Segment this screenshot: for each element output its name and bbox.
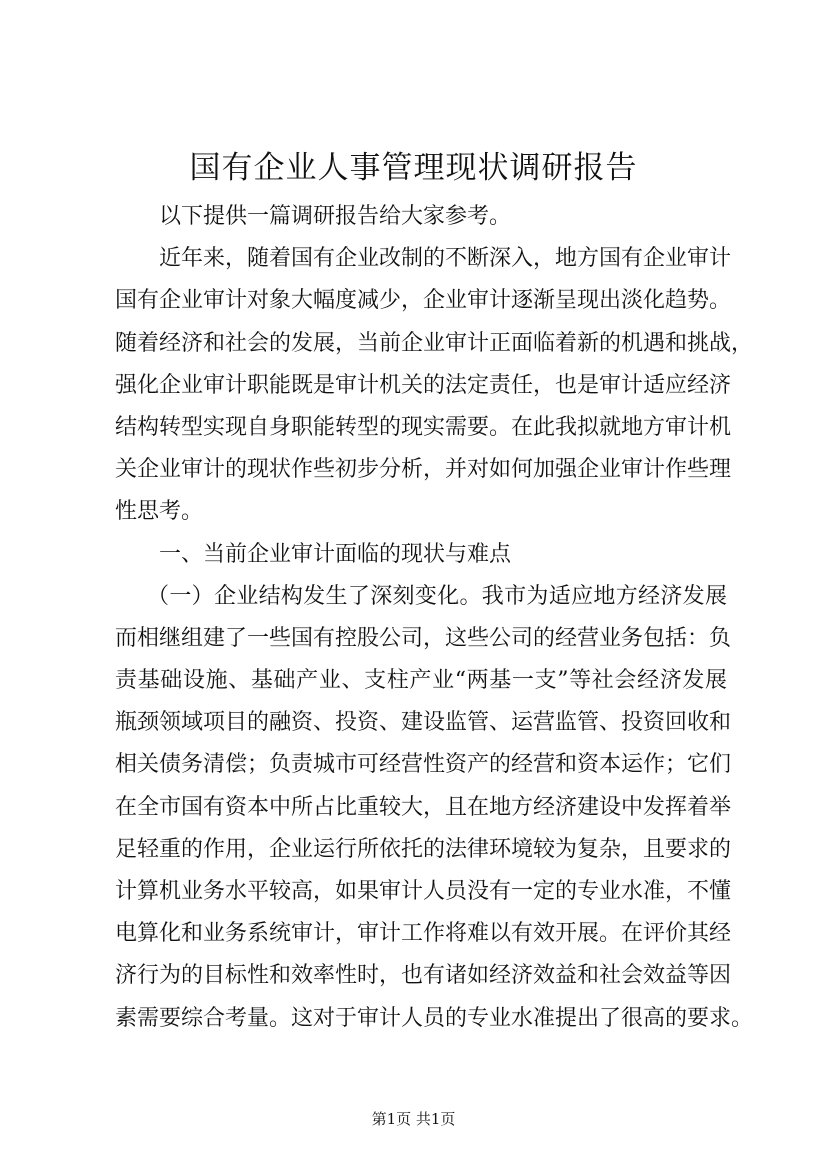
paragraph-line: 关企业审计的现状作些初步分析，并对如何加强企业审计作些理 [115,457,732,483]
paragraph-line: 素需要综合考量。这对于审计人员的专业水准提出了很高的要求。 [115,1005,754,1031]
paragraph-line: 近年来，随着国有企业改制的不断深入，地方国有企业审计 [159,246,732,272]
paragraph-line: 相关债务清偿；负责城市可经营性资产的经营和资本运作；它们 [115,752,732,778]
document-title: 国有企业人事管理现状调研报告 [189,150,638,186]
paragraph-line: 瓶颈领域项目的融资、投资、建设监管、运营监管、投资回收和 [115,710,732,736]
paragraph-line: 责基础设施、基础产业、支柱产业“两基一支”等社会经济发展 [115,668,727,694]
paragraph-line: 性思考。 [115,499,204,525]
paragraph-line: 足轻重的作用，企业运行所依托的法律环境较为复杂，且要求的 [115,836,732,862]
paragraph-line: 济行为的目标性和效率性时，也有诸如经济效益和社会效益等因 [115,963,732,989]
paragraph-line: 结构转型实现自身职能转型的现实需要。在此我拟就地方审计机 [115,414,732,440]
paragraph-line: 电算化和业务系统审计，审计工作将难以有效开展。在评价其经 [115,921,732,947]
paragraph-line: 国有企业审计对象大幅度减少，企业审计逐渐呈现出淡化趋势。 [115,288,732,314]
page-number-footer: 第1页 共1页 [371,1110,456,1128]
paragraph-line: 计算机业务水平较高，如果审计人员没有一定的专业水准，不懂 [115,879,732,904]
paragraph-line: （一）企业结构发生了深刻变化。我市为适应地方经济发展 [147,583,727,609]
paragraph-line: 而相继组建了一些国有控股公司，这些公司的经营业务包括：负 [115,625,732,651]
section-heading: 一、当前企业审计面临的现状与难点 [159,541,512,567]
paragraph-line: 强化企业审计职能既是审计机关的法定责任，也是审计适应经济 [115,372,732,398]
paragraph-line: 随着经济和社会的发展，当前企业审计正面临着新的机遇和挑战， [115,330,754,356]
paragraph-line: 以下提供一篇调研报告给大家参考。 [159,204,512,229]
document-body [115,196,754,1040]
paragraph-line: 在全市国有资本中所占比重较大，且在地方经济建设中发挥着举 [115,794,732,820]
